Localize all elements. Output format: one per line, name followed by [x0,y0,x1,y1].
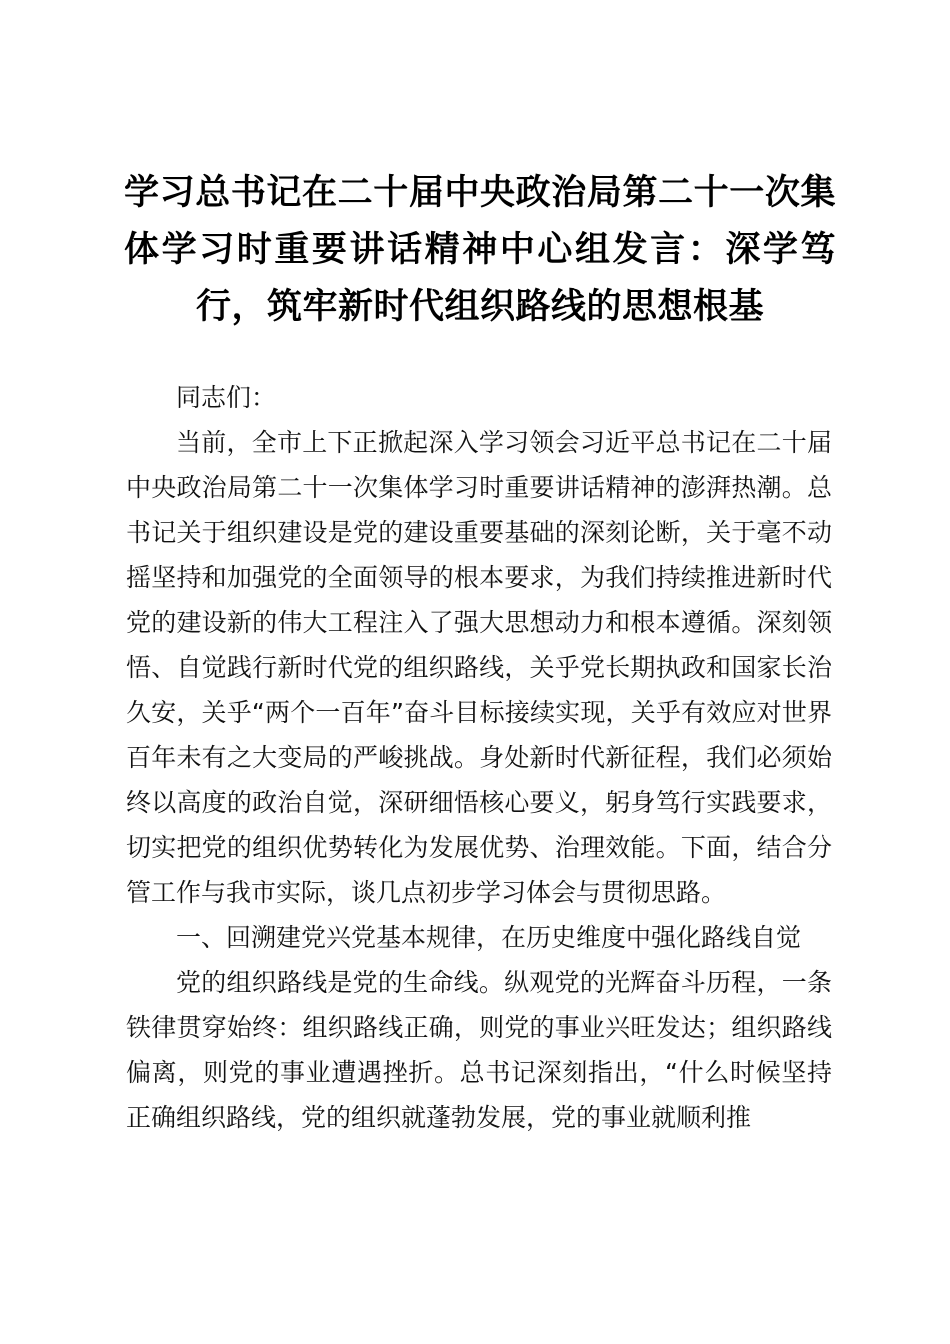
salutation: 同志们： [176,383,277,412]
paragraph-intro: 当前，全市上下正掀起深入学习领会习近平总书记在二十届中央政治局第二十一次集体学习时重要讲话精神的澎湃热潮。总书记关于组织建设是党的建设重要基础的深刻论断，关于毫不动摇坚持和加强党的全面领导的根本要求，为我们持续推进新时代党的建设新的伟大工程注入了强大思想动力和根本遵循。深刻领悟、自觉践行新时代党的组织路线，关乎党长期执政和国家长治久安，关乎“两个一百年”奋斗目标接续实现，关乎有效应对世界百年未有之大变局的严峻挑战。身处新时代新征程，我们必须始终以高度的政治自觉，深研细悟核心要义，躬身笃行实践要求，切实把党的组织优势转化为发展优势、治理效能。下面，结合分管工作与我市实际，谈几点初步学习体会与贯彻思路。 [126,428,832,907]
document-body [126,375,832,1140]
paragraph-section-one: 党的组织路线是党的生命线。纵观党的光辉奋斗历程，一条铁律贯穿始终：组织路线正确，则党的事业兴旺发达；组织路线偏离，则党的事业遭遇挫折。总书记深刻指出，“什么时候坚持正确组织路线，党的组织就蓬勃发展，党的事业就顺利推 [126,968,832,1132]
document-title: 学习总书记在二十届中央政治局第二十一次集体学习时重要讲话精神中心组发言：深学笃行，筑牢新时代组织路线的思想根基 [124,173,836,327]
section-heading: 一、回溯建党兴党基本规律，在历史维度中强化路线自觉 [176,923,802,952]
